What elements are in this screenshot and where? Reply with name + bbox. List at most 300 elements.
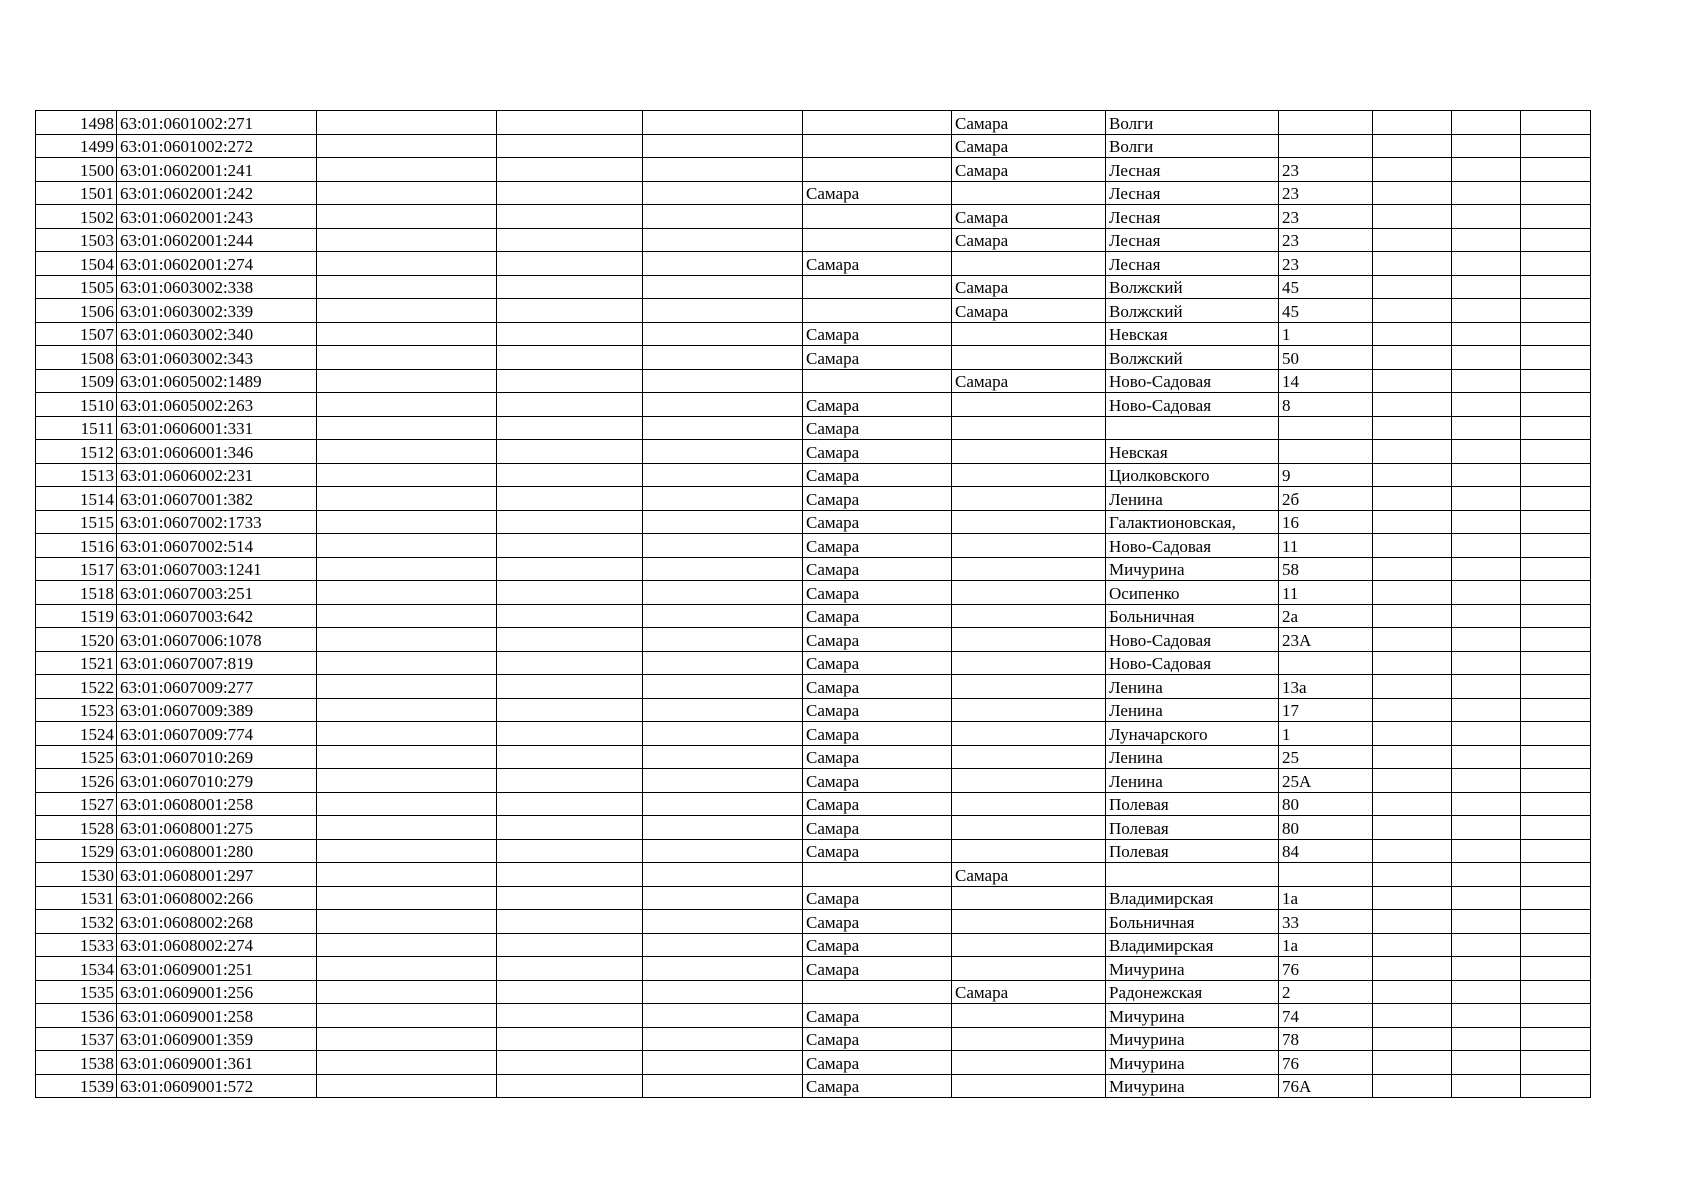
empty-cell-b: [497, 557, 643, 581]
city-cell-a: Самара: [803, 1074, 952, 1098]
empty-cell-b: [497, 1004, 643, 1028]
empty-cell-a: [317, 557, 497, 581]
city-cell-b: Самара: [952, 863, 1106, 887]
table-body: [36, 111, 1591, 1098]
city-cell-b: Самара: [952, 134, 1106, 158]
empty-cell-e: [1452, 980, 1521, 1004]
city-cell-b: Самара: [952, 980, 1106, 1004]
table-row: [36, 275, 1591, 299]
empty-cell-c: [643, 134, 803, 158]
empty-cell-b: [497, 910, 643, 934]
empty-cell-b: [497, 792, 643, 816]
empty-cell-d: [1373, 369, 1452, 393]
empty-cell-e: [1452, 769, 1521, 793]
house-number-cell: 14: [1279, 369, 1373, 393]
empty-cell-b: [497, 181, 643, 205]
empty-cell-b: [497, 604, 643, 628]
empty-cell-e: [1452, 722, 1521, 746]
cadastral-number-cell: 63:01:0602001:274: [117, 252, 317, 276]
city-cell-a: [803, 369, 952, 393]
house-number-cell: 80: [1279, 816, 1373, 840]
empty-cell-d: [1373, 228, 1452, 252]
city-cell-b: [952, 933, 1106, 957]
city-cell-b: [952, 557, 1106, 581]
street-cell: Луначарского: [1106, 722, 1279, 746]
empty-cell-f: [1521, 792, 1591, 816]
cadastral-number-cell: 63:01:0607003:642: [117, 604, 317, 628]
city-cell-a: Самара: [803, 1004, 952, 1028]
empty-cell-e: [1452, 111, 1521, 135]
city-cell-a: Самара: [803, 957, 952, 981]
empty-cell-e: [1452, 346, 1521, 370]
city-cell-b: [952, 675, 1106, 699]
city-cell-b: [952, 510, 1106, 534]
empty-cell-d: [1373, 393, 1452, 417]
empty-cell-b: [497, 134, 643, 158]
table-row: [36, 346, 1591, 370]
cadastral-number-cell: 63:01:0602001:241: [117, 158, 317, 182]
empty-cell-a: [317, 393, 497, 417]
empty-cell-e: [1452, 369, 1521, 393]
empty-cell-c: [643, 205, 803, 229]
empty-cell-d: [1373, 181, 1452, 205]
table-row: [36, 628, 1591, 652]
empty-cell-a: [317, 651, 497, 675]
table-row: [36, 675, 1591, 699]
empty-cell-f: [1521, 228, 1591, 252]
city-cell-a: [803, 158, 952, 182]
city-cell-a: Самара: [803, 1027, 952, 1051]
city-cell-b: [952, 910, 1106, 934]
empty-cell-e: [1452, 205, 1521, 229]
city-cell-b: [952, 581, 1106, 605]
table-row: [36, 487, 1591, 511]
row-number-cell: 1537: [36, 1027, 117, 1051]
cadastral-number-cell: 63:01:0607009:774: [117, 722, 317, 746]
cadastral-number-cell: 63:01:0601002:272: [117, 134, 317, 158]
empty-cell-c: [643, 1027, 803, 1051]
empty-cell-c: [643, 275, 803, 299]
table-row: [36, 369, 1591, 393]
city-cell-a: Самара: [803, 886, 952, 910]
city-cell-a: Самара: [803, 581, 952, 605]
empty-cell-e: [1452, 1051, 1521, 1075]
empty-cell-e: [1452, 440, 1521, 464]
cadastral-number-cell: 63:01:0608001:275: [117, 816, 317, 840]
city-cell-a: Самара: [803, 322, 952, 346]
empty-cell-e: [1452, 299, 1521, 323]
empty-cell-a: [317, 980, 497, 1004]
row-number-cell: 1501: [36, 181, 117, 205]
street-cell: Мичурина: [1106, 1074, 1279, 1098]
table-row: [36, 299, 1591, 323]
empty-cell-e: [1452, 1074, 1521, 1098]
table-row: [36, 111, 1591, 135]
row-number-cell: 1510: [36, 393, 117, 417]
empty-cell-f: [1521, 275, 1591, 299]
empty-cell-c: [643, 534, 803, 558]
house-number-cell: 25: [1279, 745, 1373, 769]
empty-cell-c: [643, 393, 803, 417]
row-number-cell: 1507: [36, 322, 117, 346]
table-row: [36, 534, 1591, 558]
empty-cell-e: [1452, 675, 1521, 699]
street-cell: Ново-Садовая: [1106, 369, 1279, 393]
empty-cell-d: [1373, 557, 1452, 581]
street-cell: Волги: [1106, 134, 1279, 158]
empty-cell-e: [1452, 651, 1521, 675]
cadastral-number-cell: 63:01:0601002:271: [117, 111, 317, 135]
empty-cell-b: [497, 487, 643, 511]
empty-cell-a: [317, 792, 497, 816]
house-number-cell: 8: [1279, 393, 1373, 417]
empty-cell-f: [1521, 534, 1591, 558]
city-cell-a: Самара: [803, 910, 952, 934]
empty-cell-f: [1521, 745, 1591, 769]
street-cell: Владимирская: [1106, 933, 1279, 957]
empty-cell-e: [1452, 628, 1521, 652]
row-number-cell: 1535: [36, 980, 117, 1004]
empty-cell-b: [497, 581, 643, 605]
empty-cell-f: [1521, 863, 1591, 887]
empty-cell-b: [497, 440, 643, 464]
empty-cell-f: [1521, 557, 1591, 581]
house-number-cell: 45: [1279, 299, 1373, 323]
empty-cell-d: [1373, 440, 1452, 464]
empty-cell-f: [1521, 675, 1591, 699]
cadastral-number-cell: 63:01:0606001:346: [117, 440, 317, 464]
cadastral-number-cell: 63:01:0603002:343: [117, 346, 317, 370]
empty-cell-f: [1521, 980, 1591, 1004]
house-number-cell: 76: [1279, 957, 1373, 981]
street-cell: Галактионовская,: [1106, 510, 1279, 534]
empty-cell-d: [1373, 299, 1452, 323]
empty-cell-a: [317, 181, 497, 205]
city-cell-b: [952, 698, 1106, 722]
house-number-cell: 11: [1279, 534, 1373, 558]
table-row: [36, 252, 1591, 276]
city-cell-b: [952, 628, 1106, 652]
empty-cell-d: [1373, 158, 1452, 182]
empty-cell-b: [497, 863, 643, 887]
city-cell-b: [952, 886, 1106, 910]
street-cell: [1106, 416, 1279, 440]
empty-cell-b: [497, 111, 643, 135]
empty-cell-f: [1521, 651, 1591, 675]
cadastral-number-cell: 63:01:0606002:231: [117, 463, 317, 487]
empty-cell-f: [1521, 205, 1591, 229]
city-cell-a: Самара: [803, 416, 952, 440]
table-row: [36, 134, 1591, 158]
street-cell: Циолковского: [1106, 463, 1279, 487]
street-cell: Мичурина: [1106, 957, 1279, 981]
empty-cell-f: [1521, 910, 1591, 934]
cadastral-number-cell: 63:01:0607003:251: [117, 581, 317, 605]
empty-cell-d: [1373, 252, 1452, 276]
house-number-cell: 1а: [1279, 933, 1373, 957]
cadastral-number-cell: 63:01:0609001:572: [117, 1074, 317, 1098]
city-cell-a: Самара: [803, 487, 952, 511]
empty-cell-c: [643, 816, 803, 840]
row-number-cell: 1536: [36, 1004, 117, 1028]
street-cell: Больничная: [1106, 604, 1279, 628]
empty-cell-f: [1521, 1027, 1591, 1051]
city-cell-a: [803, 228, 952, 252]
empty-cell-f: [1521, 111, 1591, 135]
street-cell: Ново-Садовая: [1106, 534, 1279, 558]
empty-cell-e: [1452, 393, 1521, 417]
empty-cell-e: [1452, 863, 1521, 887]
empty-cell-a: [317, 1004, 497, 1028]
city-cell-a: Самара: [803, 651, 952, 675]
row-number-cell: 1518: [36, 581, 117, 605]
cadastral-number-cell: 63:01:0607009:389: [117, 698, 317, 722]
empty-cell-d: [1373, 534, 1452, 558]
empty-cell-d: [1373, 769, 1452, 793]
city-cell-b: [952, 957, 1106, 981]
city-cell-b: [952, 604, 1106, 628]
empty-cell-a: [317, 275, 497, 299]
row-number-cell: 1531: [36, 886, 117, 910]
street-cell: Ленина: [1106, 745, 1279, 769]
empty-cell-d: [1373, 1074, 1452, 1098]
empty-cell-d: [1373, 463, 1452, 487]
row-number-cell: 1530: [36, 863, 117, 887]
house-number-cell: 58: [1279, 557, 1373, 581]
table-row: [36, 816, 1591, 840]
empty-cell-c: [643, 675, 803, 699]
empty-cell-a: [317, 675, 497, 699]
city-cell-a: [803, 275, 952, 299]
street-cell: Лесная: [1106, 228, 1279, 252]
table-row: [36, 792, 1591, 816]
table-row: [36, 205, 1591, 229]
row-number-cell: 1528: [36, 816, 117, 840]
cadastral-number-cell: 63:01:0606001:331: [117, 416, 317, 440]
empty-cell-f: [1521, 1004, 1591, 1028]
empty-cell-d: [1373, 1027, 1452, 1051]
house-number-cell: 17: [1279, 698, 1373, 722]
street-cell: Невская: [1106, 322, 1279, 346]
empty-cell-b: [497, 651, 643, 675]
house-number-cell: [1279, 134, 1373, 158]
table-row: [36, 440, 1591, 464]
city-cell-b: [952, 181, 1106, 205]
street-cell: Невская: [1106, 440, 1279, 464]
table-row: [36, 322, 1591, 346]
table-row: [36, 416, 1591, 440]
empty-cell-b: [497, 745, 643, 769]
empty-cell-a: [317, 933, 497, 957]
empty-cell-a: [317, 228, 497, 252]
table-row: [36, 158, 1591, 182]
street-cell: Владимирская: [1106, 886, 1279, 910]
row-number-cell: 1524: [36, 722, 117, 746]
row-number-cell: 1503: [36, 228, 117, 252]
empty-cell-e: [1452, 228, 1521, 252]
table-row: [36, 886, 1591, 910]
city-cell-a: Самара: [803, 792, 952, 816]
city-cell-b: [952, 722, 1106, 746]
city-cell-b: Самара: [952, 275, 1106, 299]
empty-cell-c: [643, 369, 803, 393]
empty-cell-d: [1373, 628, 1452, 652]
cadastral-number-cell: 63:01:0609001:359: [117, 1027, 317, 1051]
empty-cell-d: [1373, 346, 1452, 370]
empty-cell-d: [1373, 839, 1452, 863]
empty-cell-c: [643, 980, 803, 1004]
city-cell-a: Самара: [803, 440, 952, 464]
cadastral-number-cell: 63:01:0609001:256: [117, 980, 317, 1004]
cadastral-number-cell: 63:01:0602001:243: [117, 205, 317, 229]
cadastral-number-cell: 63:01:0607001:382: [117, 487, 317, 511]
empty-cell-d: [1373, 510, 1452, 534]
house-number-cell: 74: [1279, 1004, 1373, 1028]
table-row: [36, 722, 1591, 746]
row-number-cell: 1527: [36, 792, 117, 816]
city-cell-b: [952, 393, 1106, 417]
empty-cell-f: [1521, 416, 1591, 440]
cadastral-number-cell: 63:01:0607009:277: [117, 675, 317, 699]
empty-cell-d: [1373, 886, 1452, 910]
table-row: [36, 910, 1591, 934]
empty-cell-b: [497, 886, 643, 910]
table-row: [36, 557, 1591, 581]
empty-cell-a: [317, 463, 497, 487]
empty-cell-b: [497, 628, 643, 652]
house-number-cell: 1а: [1279, 886, 1373, 910]
empty-cell-a: [317, 510, 497, 534]
house-number-cell: 76А: [1279, 1074, 1373, 1098]
empty-cell-c: [643, 322, 803, 346]
empty-cell-a: [317, 299, 497, 323]
table-row: [36, 769, 1591, 793]
empty-cell-d: [1373, 792, 1452, 816]
table-row: [36, 581, 1591, 605]
empty-cell-d: [1373, 933, 1452, 957]
row-number-cell: 1519: [36, 604, 117, 628]
empty-cell-d: [1373, 698, 1452, 722]
table-row: [36, 1074, 1591, 1098]
street-cell: Полевая: [1106, 816, 1279, 840]
empty-cell-f: [1521, 816, 1591, 840]
empty-cell-c: [643, 181, 803, 205]
empty-cell-e: [1452, 933, 1521, 957]
street-cell: Мичурина: [1106, 1004, 1279, 1028]
empty-cell-d: [1373, 111, 1452, 135]
empty-cell-a: [317, 628, 497, 652]
cadastral-number-cell: 63:01:0607002:1733: [117, 510, 317, 534]
city-cell-a: Самара: [803, 933, 952, 957]
empty-cell-a: [317, 839, 497, 863]
empty-cell-e: [1452, 910, 1521, 934]
house-number-cell: [1279, 416, 1373, 440]
empty-cell-f: [1521, 1074, 1591, 1098]
city-cell-b: [952, 1051, 1106, 1075]
house-number-cell: [1279, 111, 1373, 135]
cadastral-table: [35, 110, 1591, 1098]
street-cell: Лесная: [1106, 205, 1279, 229]
empty-cell-a: [317, 416, 497, 440]
empty-cell-e: [1452, 745, 1521, 769]
city-cell-b: [952, 416, 1106, 440]
house-number-cell: 23А: [1279, 628, 1373, 652]
empty-cell-a: [317, 1074, 497, 1098]
empty-cell-b: [497, 534, 643, 558]
table-row: [36, 933, 1591, 957]
empty-cell-a: [317, 863, 497, 887]
table-row: [36, 1027, 1591, 1051]
table-row: [36, 228, 1591, 252]
row-number-cell: 1513: [36, 463, 117, 487]
row-number-cell: 1498: [36, 111, 117, 135]
empty-cell-f: [1521, 393, 1591, 417]
street-cell: Лесная: [1106, 181, 1279, 205]
empty-cell-d: [1373, 816, 1452, 840]
empty-cell-c: [643, 1074, 803, 1098]
row-number-cell: 1505: [36, 275, 117, 299]
empty-cell-a: [317, 816, 497, 840]
empty-cell-d: [1373, 322, 1452, 346]
house-number-cell: 33: [1279, 910, 1373, 934]
cadastral-number-cell: 63:01:0602001:242: [117, 181, 317, 205]
empty-cell-e: [1452, 581, 1521, 605]
empty-cell-a: [317, 534, 497, 558]
street-cell: [1106, 863, 1279, 887]
empty-cell-d: [1373, 910, 1452, 934]
empty-cell-a: [317, 722, 497, 746]
empty-cell-c: [643, 487, 803, 511]
cadastral-number-cell: 63:01:0608001:258: [117, 792, 317, 816]
empty-cell-c: [643, 933, 803, 957]
house-number-cell: 80: [1279, 792, 1373, 816]
cadastral-number-cell: 63:01:0609001:361: [117, 1051, 317, 1075]
row-number-cell: 1516: [36, 534, 117, 558]
house-number-cell: 50: [1279, 346, 1373, 370]
empty-cell-a: [317, 910, 497, 934]
empty-cell-b: [497, 346, 643, 370]
cadastral-number-cell: 63:01:0603002:339: [117, 299, 317, 323]
house-number-cell: 23: [1279, 181, 1373, 205]
house-number-cell: 1: [1279, 322, 1373, 346]
city-cell-a: [803, 134, 952, 158]
empty-cell-a: [317, 1027, 497, 1051]
cadastral-number-cell: 63:01:0607006:1078: [117, 628, 317, 652]
city-cell-b: [952, 487, 1106, 511]
city-cell-b: Самара: [952, 228, 1106, 252]
empty-cell-f: [1521, 346, 1591, 370]
city-cell-a: Самара: [803, 698, 952, 722]
city-cell-b: [952, 745, 1106, 769]
city-cell-b: [952, 322, 1106, 346]
empty-cell-f: [1521, 839, 1591, 863]
empty-cell-f: [1521, 369, 1591, 393]
empty-cell-b: [497, 1074, 643, 1098]
row-number-cell: 1517: [36, 557, 117, 581]
empty-cell-a: [317, 158, 497, 182]
empty-cell-a: [317, 886, 497, 910]
city-cell-a: Самара: [803, 346, 952, 370]
row-number-cell: 1502: [36, 205, 117, 229]
empty-cell-e: [1452, 816, 1521, 840]
empty-cell-b: [497, 205, 643, 229]
empty-cell-c: [643, 252, 803, 276]
empty-cell-c: [643, 581, 803, 605]
empty-cell-a: [317, 322, 497, 346]
city-cell-b: Самара: [952, 299, 1106, 323]
empty-cell-a: [317, 487, 497, 511]
house-number-cell: 2а: [1279, 604, 1373, 628]
